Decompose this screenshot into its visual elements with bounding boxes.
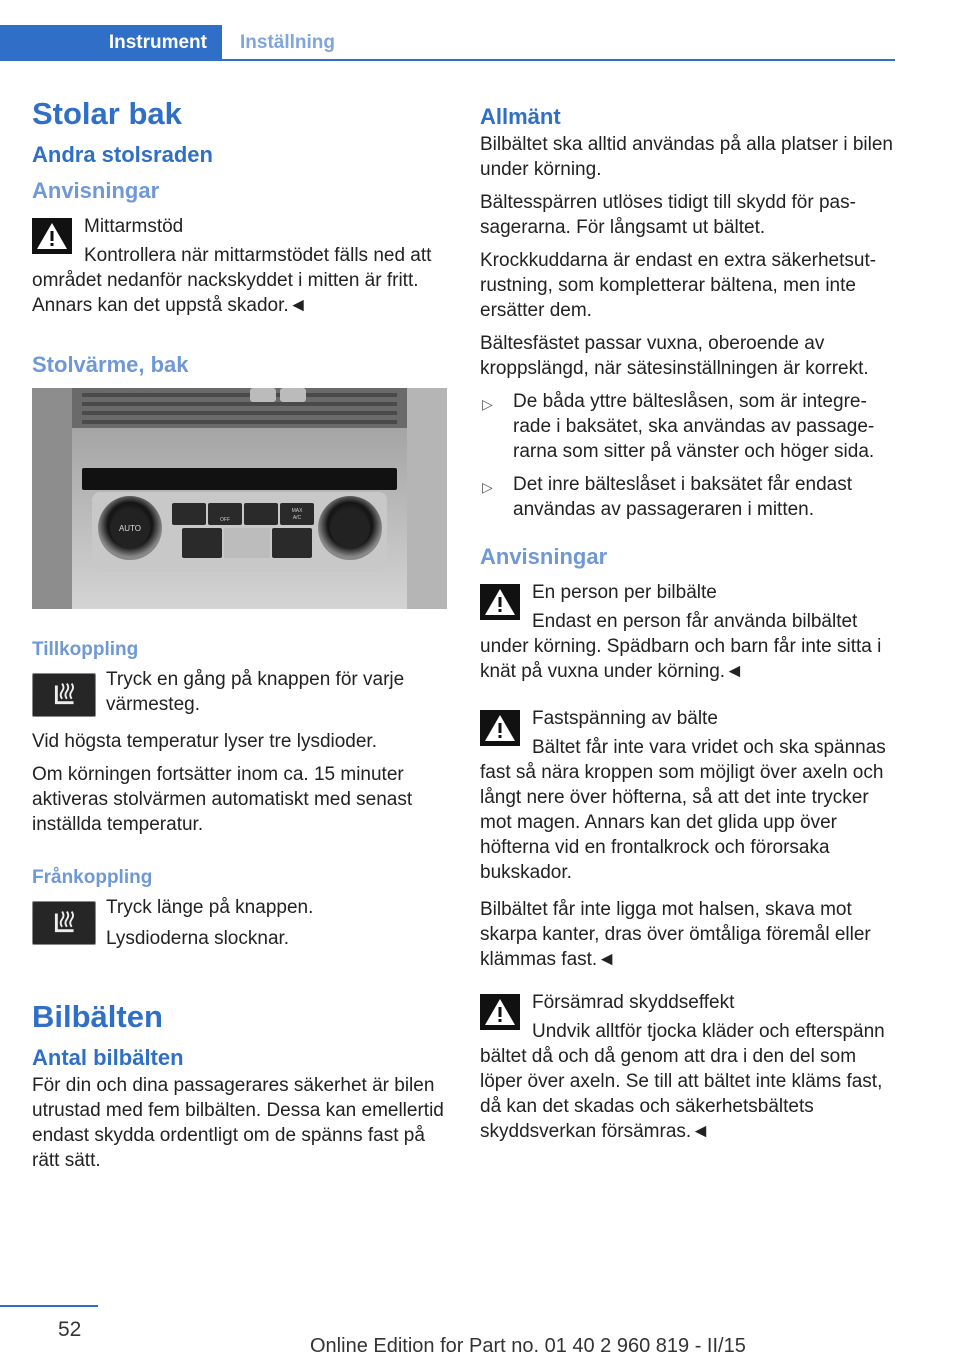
left-column	[32, 96, 447, 1181]
off-button-label: OFF	[220, 517, 230, 523]
warning-title: En person per bilbälte	[532, 582, 717, 603]
warning-text: Kontrollera när mittarmstödet fälls ned att området nedanför nackskyddet i mitten är fritt. Annars kan det uppstå skador.◄	[32, 245, 432, 316]
tillkoppling-p2: Vid högsta temperatur lyser tre lysdioder.	[32, 731, 377, 752]
warning-mittarmstod	[32, 214, 447, 322]
warning-text: Bältet får inte vara vridet och ska spännas fast så nära kroppen som möjligt över axeln och långt nere över höfterna, så att det inte trycker mot magen. Annars kan det glida upp över höfterna vid en frontalkrock och förorsaka bukskador.	[480, 737, 886, 883]
allmant-p3: Krockkuddarna är endast en extra säkerhetsutrustning, som kompletterar bältena, men inte ersätter dem.	[480, 250, 877, 321]
list-item: ▷ De båda yttre bälteslåsen, som är integrerade i baksätet, ska användas av passagerarna som sitter på vänster och höger sida.	[482, 391, 875, 462]
rear-climate-panel-photo	[32, 388, 447, 609]
tillkoppling-p3: Om körningen fortsätter inom ca. 15 minuter aktiveras stolvärmen automatiskt med senast inställda temperatur.	[32, 764, 413, 835]
seat-heating-button-icon	[32, 901, 96, 945]
warning-icon	[32, 218, 72, 254]
subsection-andra-stolsraden: Andra stolsraden	[32, 142, 213, 167]
right-column	[480, 104, 895, 1156]
fastspanning-p2: Bilbältet får inte ligga mot halsen, skava mot skarpa kanter, dras över ömtåliga föremål eller klämmas fast.◄	[480, 899, 871, 970]
belt-buckle-list	[480, 389, 895, 522]
section-title-bilbalten: Bilbälten	[32, 999, 163, 1034]
seat-heat-off-instruction	[32, 895, 447, 955]
tab-installning[interactable]: Inställning	[240, 32, 335, 53]
tillkoppling-text: Tryck en gång på knappen för varje värmesteg.	[106, 669, 405, 715]
warning-title: Mittarmstöd	[84, 216, 184, 237]
frankoppling-text2: Lysdioderna slocknar.	[106, 928, 290, 949]
frankoppling-text1: Tryck länge på knappen.	[106, 897, 314, 918]
allmant-p1: Bilbältet ska alltid användas på alla platser i bilen under körning.	[480, 134, 893, 180]
allmant-p2: Bältesspärren utlöses tidigt till skydd för passagerarna. För långsamt ut bältet.	[480, 192, 856, 238]
footer-rule	[0, 1305, 98, 1307]
subsection-antal-bilbalten: Antal bilbälten	[32, 1045, 184, 1070]
header-bar	[0, 25, 895, 61]
warning-fastspanning	[480, 706, 895, 889]
warning-icon	[480, 710, 520, 746]
triangle-bullet-icon: ▷	[482, 396, 493, 412]
auto-button-label: AUTO	[118, 524, 142, 533]
warning-icon	[480, 994, 520, 1030]
warning-text: Undvik alltför tjocka kläder och efterspänn bältet då och då genom att dra i den del som löper över axeln. Se till att bältet inte kläms fast, då kan det skadas och säkerhetsbältets skyddsverkan försämras.◄	[480, 1021, 885, 1142]
max-button-label: MAX	[291, 508, 303, 514]
list-item: ▷ Det inre bälteslåset i baksätet får endast användas av passageraren i mitten.	[482, 474, 853, 520]
triangle-bullet-icon: ▷	[482, 479, 493, 495]
page-number: 52	[58, 1318, 82, 1341]
edition-footer: Online Edition for Part no. 01 40 2 960 819 - II/15	[310, 1335, 746, 1357]
warning-title: Fastspänning av bälte	[532, 708, 718, 729]
heading-frankoppling: Frånkoppling	[32, 867, 153, 888]
allmant-p4: Bältesfästet passar vuxna, oberoende av kroppslängd, när sätesinställningen är korrekt.	[480, 333, 869, 379]
notes-heading-right: Anvisningar	[480, 544, 608, 569]
notes-heading: Anvisningar	[32, 178, 160, 203]
header-rule	[0, 59, 895, 61]
antal-bilbalten-text: För din och dina passagerares säkerhet är bilen utrustad med fem bilbälten. Dessa kan emellertid endast skydda ordentligt om de spänns fast på rätt sätt.	[32, 1075, 444, 1171]
heading-stolvarme-bak: Stolvärme, bak	[32, 352, 189, 377]
warning-text: Endast en person får använda bilbältet under körning. Spädbarn och barn får inte sitta i knät på vuxna under körning.◄	[480, 611, 882, 682]
seat-heat-on-instruction	[32, 667, 447, 721]
warning-icon	[480, 584, 520, 620]
warning-title: Försämrad skyddseffekt	[532, 992, 735, 1013]
tab-instrument[interactable]: Instrument	[0, 25, 222, 61]
heading-allmant: Allmänt	[480, 104, 561, 129]
warning-forsamrad	[480, 990, 895, 1148]
warning-en-person	[480, 580, 895, 688]
ac-button-label: A/C	[292, 515, 302, 521]
seat-heating-button-icon	[32, 673, 96, 717]
section-title-stolar-bak: Stolar bak	[32, 96, 182, 131]
heading-tillkoppling: Tillkoppling	[32, 639, 139, 660]
